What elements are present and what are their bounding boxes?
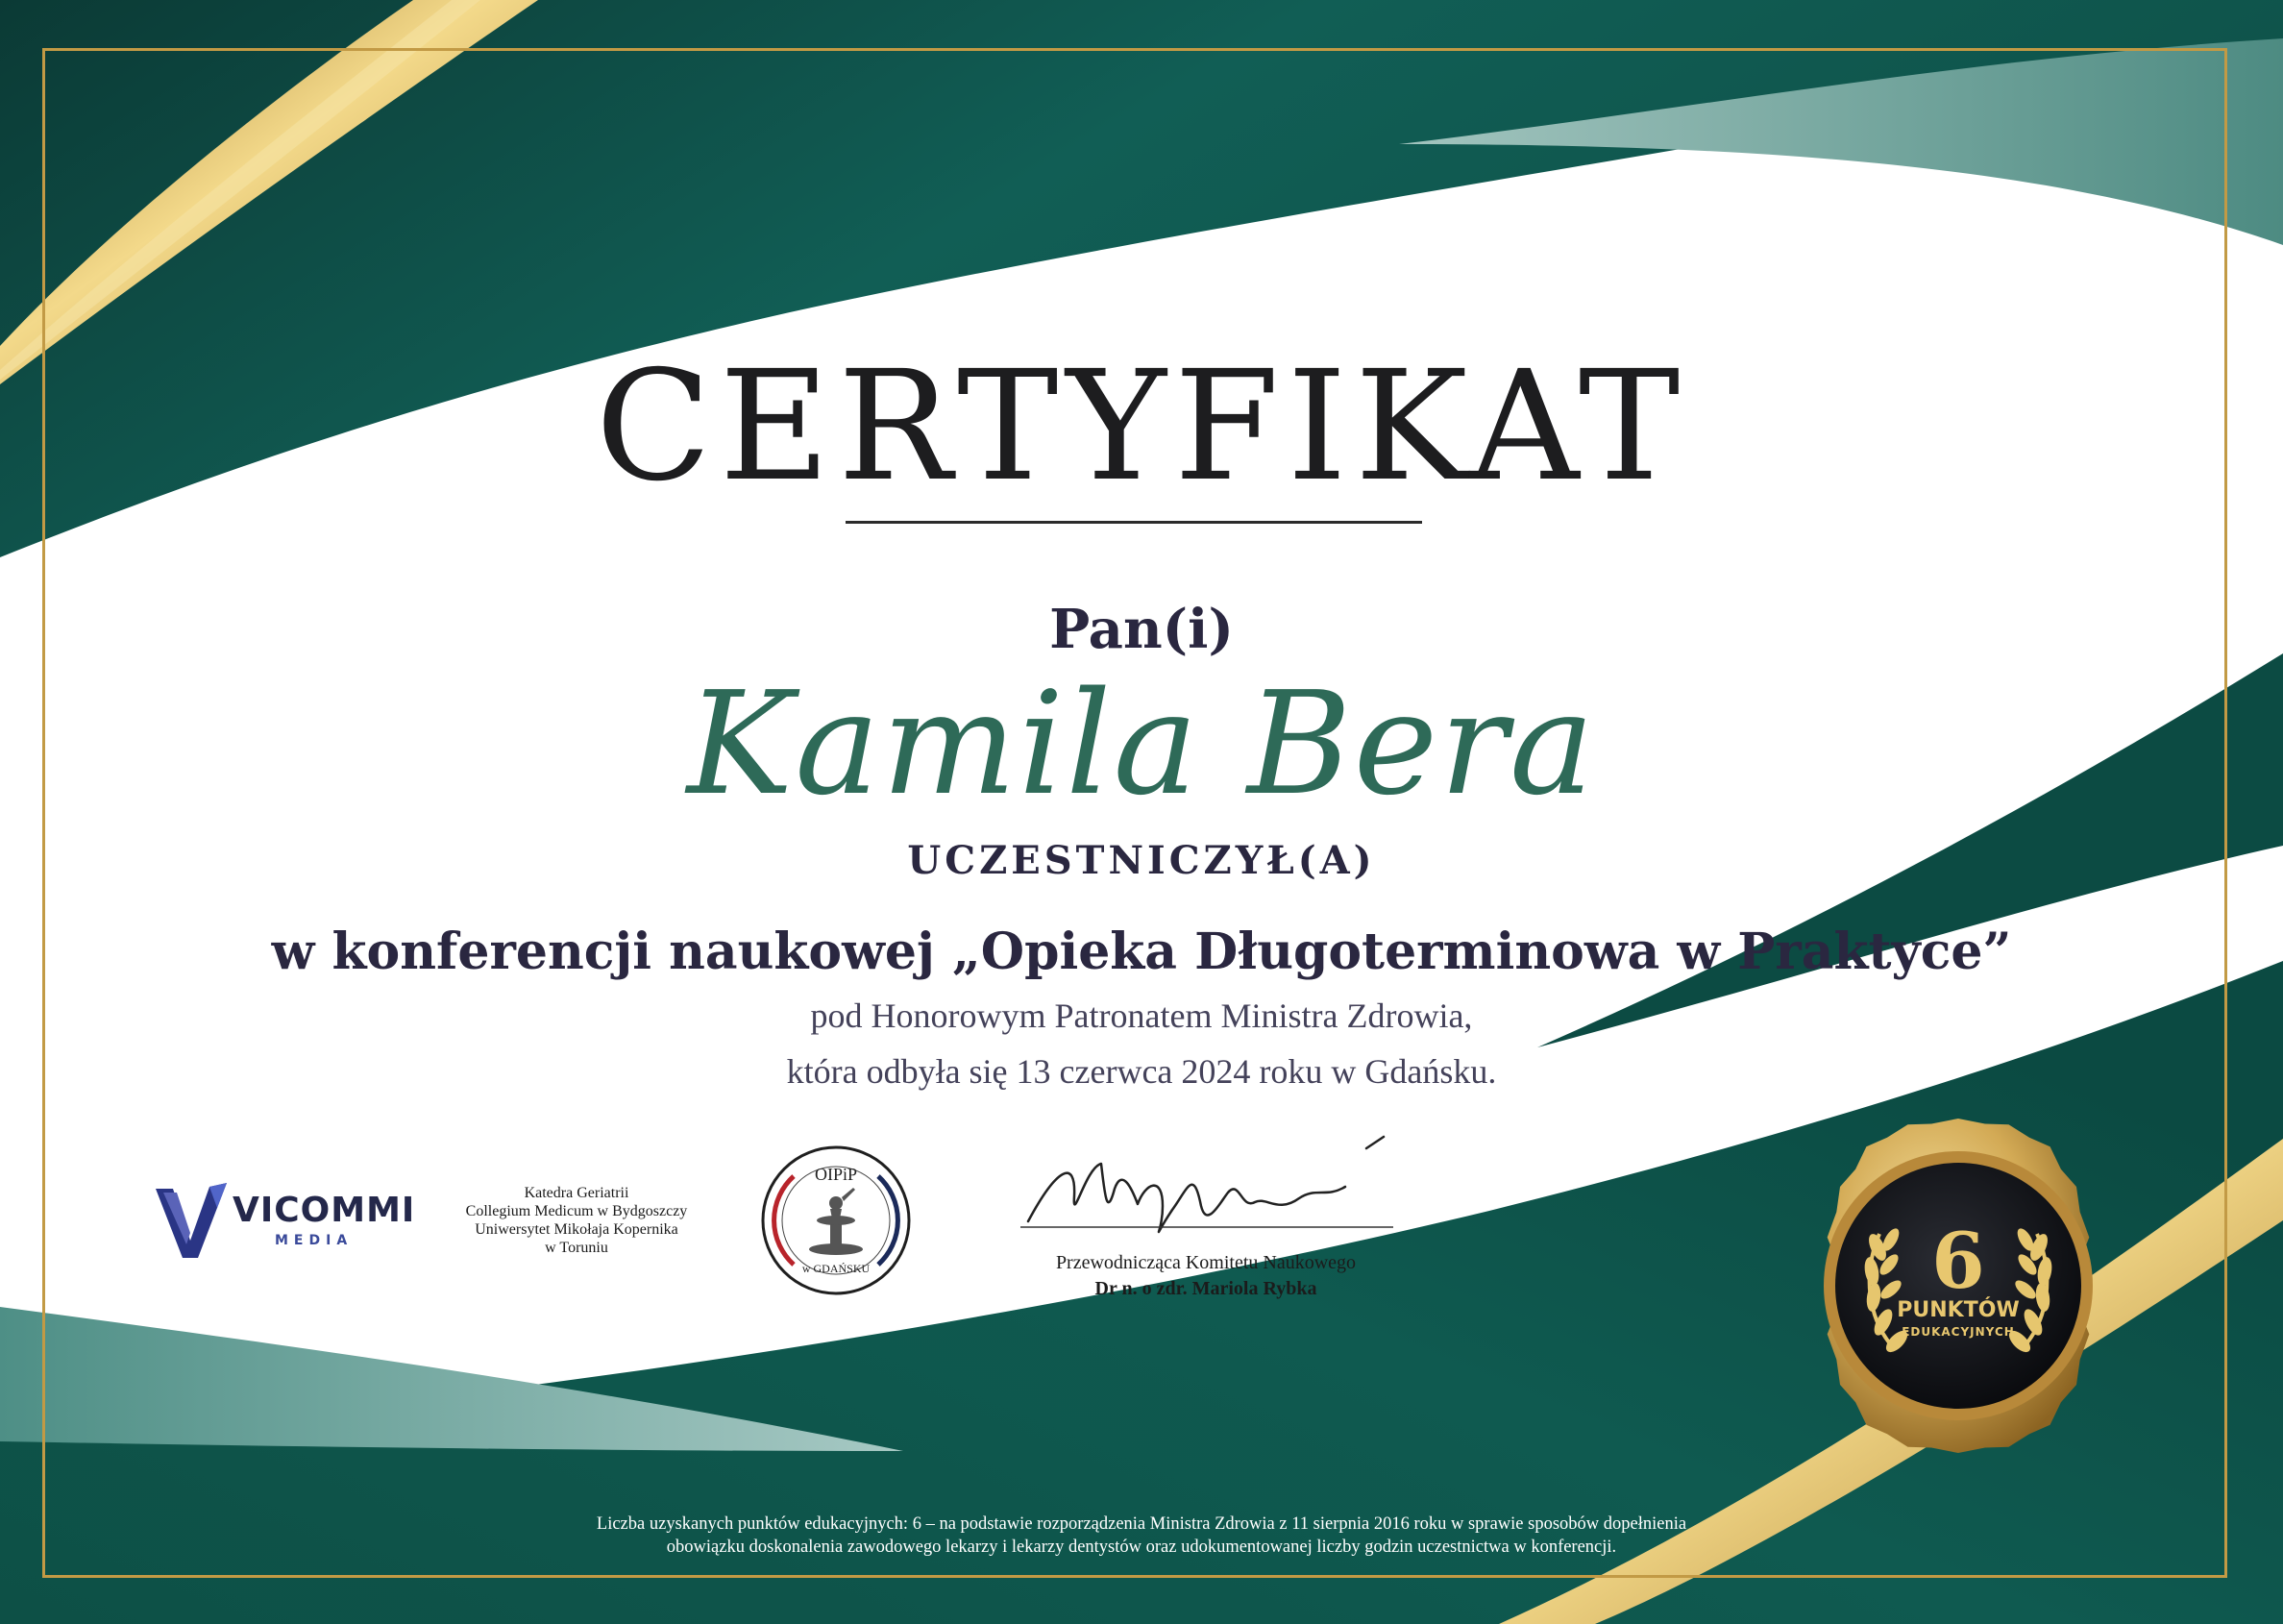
handwritten-signature xyxy=(1019,1129,1393,1254)
katedra-logo-text xyxy=(442,1184,711,1257)
honorific: Pan(i) xyxy=(1049,598,1234,661)
certificate-title: CERTYFIKAT xyxy=(595,338,1688,515)
vicommi-name: VICOMMI xyxy=(233,1191,416,1230)
seal-bottom-text: w GDAŃSKU xyxy=(801,1262,871,1275)
vicommi-v-icon xyxy=(154,1177,231,1264)
recipient-name: Kamila Bera xyxy=(686,661,1597,826)
katedra-line: Collegium Medicum w Bydgoszczy xyxy=(465,1203,688,1219)
katedra-line: w Toruniu xyxy=(545,1240,608,1256)
signatory-role: Przewodnicząca Komitetu Naukowego xyxy=(1055,1252,1357,1273)
patronage-line: pod Honorowym Patronatem Ministra Zdrowia, xyxy=(810,997,1473,1035)
event-date-line: która odbyła się 13 czerwca 2024 roku w Gdańsku. xyxy=(786,1052,1497,1091)
oipip-seal xyxy=(759,1144,913,1297)
conference-title: w konferencji naukowej „Opieka Długoterminowa w Praktyce” xyxy=(271,923,2012,981)
footer-note xyxy=(0,1513,2283,1559)
seal-top-text: OIPiP xyxy=(814,1165,858,1184)
title-underline xyxy=(846,521,1422,524)
badge-label-2: EDUKACYJNYCH xyxy=(1902,1325,2015,1339)
footer-line: Liczba uzyskanych punktów edukacyjnych: 6 – na podstawie rozporządzenia Ministra Zdrowia z 11 sierpnia 2016 roku w sprawie sposobów dopełnienia xyxy=(596,1514,1687,1534)
vicommi-logo xyxy=(154,1177,416,1264)
points-badge xyxy=(1785,1113,2131,1459)
participated-label: UCZESTNICZYŁ(A) xyxy=(907,838,1376,883)
katedra-line: Uniwersytet Mikołaja Kopernika xyxy=(475,1221,678,1238)
vicommi-subtitle: MEDIA xyxy=(275,1233,354,1248)
badge-points-number: 6 xyxy=(1931,1216,1985,1306)
footer-line: obowiązku doskonalenia zawodowego lekarzy i lekarzy dentystów oraz udokumentowanej liczby godzin uczestnictwa w konferencji. xyxy=(666,1538,1617,1557)
signatory-name: Dr n. o zdr. Mariola Rybka xyxy=(1094,1278,1317,1299)
badge-label-1: PUNKTÓW xyxy=(1897,1298,2020,1322)
katedra-line: Katedra Geriatrii xyxy=(524,1185,629,1201)
